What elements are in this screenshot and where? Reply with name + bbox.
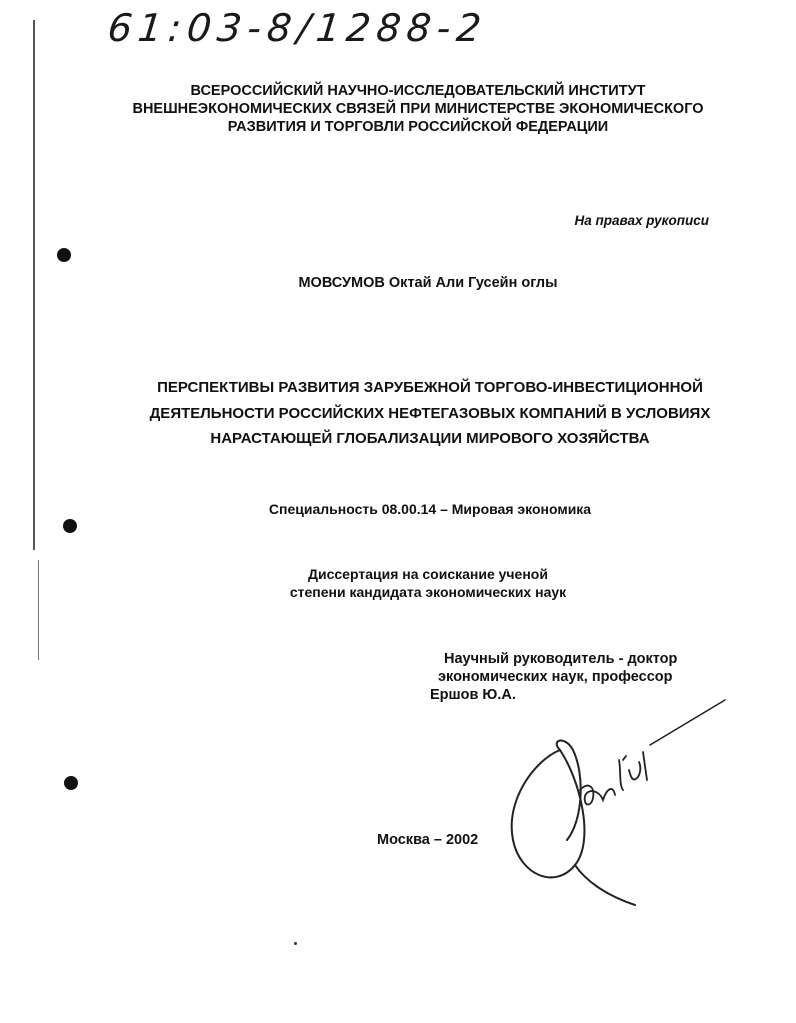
advisor-line: Научный руководитель - доктор	[444, 651, 678, 667]
title-line: ПЕРСПЕКТИВЫ РАЗВИТИЯ ЗАРУБЕЖНОЙ ТОРГОВО-ИНВЕСТИЦИОННОЙ	[157, 379, 703, 396]
punch-hole	[63, 519, 77, 533]
author-surname: МОВСУМОВ	[298, 275, 385, 291]
dissertation-title	[32, 375, 796, 452]
degree-statement	[30, 565, 796, 601]
advisor-line: Ершов Ю.А.	[430, 687, 516, 703]
institute-line: ВНЕШНЕЭКОНОМИЧЕСКИХ СВЯЗЕЙ ПРИ МИНИСТЕРСТВЕ ЭКОНОМИЧЕСКОГО	[132, 101, 704, 117]
scan-speck	[294, 942, 297, 945]
author-given-names: Октай Али Гусейн оглы	[388, 275, 558, 291]
punch-hole	[64, 776, 78, 790]
archive-code-handwritten: 61:03-8/1288-2	[105, 6, 490, 50]
signature-icon	[495, 690, 735, 910]
manuscript-note: На правах рукописи	[574, 213, 709, 228]
title-line: НАРАСТАЮЩЕЙ ГЛОБАЛИЗАЦИИ МИРОВОГО ХОЗЯЙСТВА	[210, 430, 650, 447]
institute-line: РАЗВИТИЯ И ТОРГОВЛИ РОССИЙСКОЙ ФЕДЕРАЦИИ	[227, 119, 609, 135]
degree-line: степени кандидата экономических наук	[289, 584, 567, 600]
institute-name	[20, 82, 796, 136]
author-name	[30, 275, 796, 291]
specialty: Специальность 08.00.14 – Мировая экономика	[268, 501, 592, 517]
city-year: Москва – 2002	[377, 832, 479, 848]
degree-line: Диссертация на соискание ученой	[308, 566, 548, 582]
title-line: ДЕЯТЕЛЬНОСТИ РОССИЙСКИХ НЕФТЕГАЗОВЫХ КОМПАНИЙ В УСЛОВИЯХ	[149, 404, 711, 422]
punch-hole	[57, 248, 71, 262]
advisor-line: экономических наук, профессор	[438, 669, 673, 685]
institute-line: ВСЕРОССИЙСКИЙ НАУЧНО-ИССЛЕДОВАТЕЛЬСКИЙ ИНСТИТУТ	[190, 83, 646, 99]
